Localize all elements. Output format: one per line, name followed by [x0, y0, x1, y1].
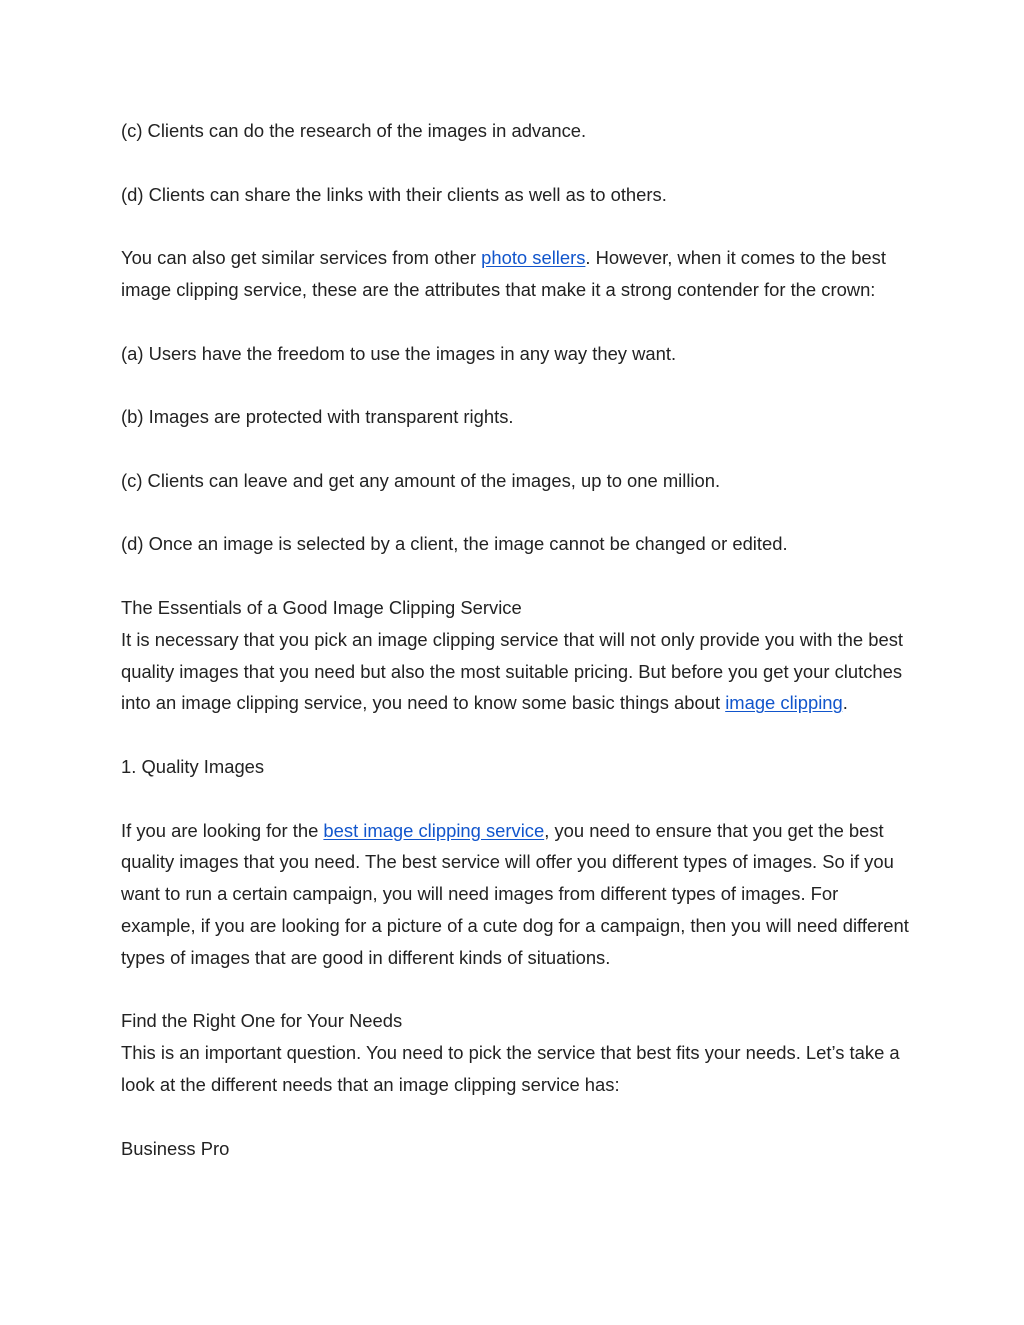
image-clipping-link[interactable]: image clipping	[725, 692, 843, 714]
list-item-b-rights: (b) Images are protected with transparent rights.	[121, 406, 514, 428]
list-item-d-selected: (d) Once an image is selected by a client, the image cannot be changed or edited.	[121, 533, 788, 555]
paragraph-text: . However, when it comes to the best image clipping service, these are the attributes that make it a strong contender for the crown:	[121, 247, 886, 300]
paragraph-text: , you need to ensure that you get the best quality images that you need. The best service will offer you different types of images. So if you want to run a certain campaign, you will need images from different types of images. For example, if you are looking for a picture of a cute dog for a campaign, then you will need different types of images that are good in different kinds of situations.	[121, 819, 909, 968]
paragraph-spacer	[121, 1101, 911, 1133]
paragraph-spacer	[121, 147, 911, 179]
paragraph-spacer	[121, 369, 911, 401]
best-image-clipping-service-link[interactable]: best image clipping service	[323, 819, 545, 841]
paragraph-find-right-one: This is an important question. You need to pick the service that best fits your needs. Let’s take a look at the different needs that an image clipping service has:	[121, 1042, 900, 1095]
section-heading-essentials: The Essentials of a Good Image Clipping Service	[121, 596, 522, 618]
paragraph-spacer	[121, 719, 911, 751]
paragraph-text: You can also get similar services from other	[121, 247, 482, 269]
paragraph-text: It is necessary that you pick an image clipping service that will not only provide you with the best quality images that you need but also the most suitable pricing. But before you get your clutches into an image clipping service, you need to know some basic things about	[121, 628, 903, 714]
paragraph-spacer	[121, 974, 911, 1006]
paragraph-text: .	[842, 692, 848, 714]
section-heading-find-right-one: Find the Right One for Your Needs	[121, 1010, 403, 1032]
list-item-c-research: (c) Clients can do the research of the images in advance.	[121, 120, 587, 141]
photo-sellers-link[interactable]: photo sellers	[481, 247, 586, 269]
paragraph-spacer	[121, 560, 911, 592]
section-heading-business-pro: Business Pro	[121, 1137, 230, 1159]
list-item-c-amount: (c) Clients can leave and get any amount of the images, up to one million.	[121, 469, 721, 491]
paragraph-spacer	[121, 306, 911, 338]
paragraph-text: If you are looking for the	[121, 819, 324, 841]
list-item-d-share-links: (d) Clients can share the links with their clients as well as to others.	[121, 183, 667, 205]
paragraph-spacer	[121, 783, 911, 815]
paragraph-spacer	[121, 210, 911, 242]
paragraph-quality-images	[121, 815, 911, 974]
section-heading-quality-images: 1. Quality Images	[121, 755, 265, 777]
paragraph-spacer	[121, 497, 911, 529]
list-item-a-freedom: (a) Users have the freedom to use the images in any way they want.	[121, 342, 677, 364]
document-body	[121, 115, 911, 1164]
paragraph-essentials	[121, 624, 911, 719]
paragraph-spacer	[121, 433, 911, 465]
paragraph-similar-services	[121, 242, 911, 306]
